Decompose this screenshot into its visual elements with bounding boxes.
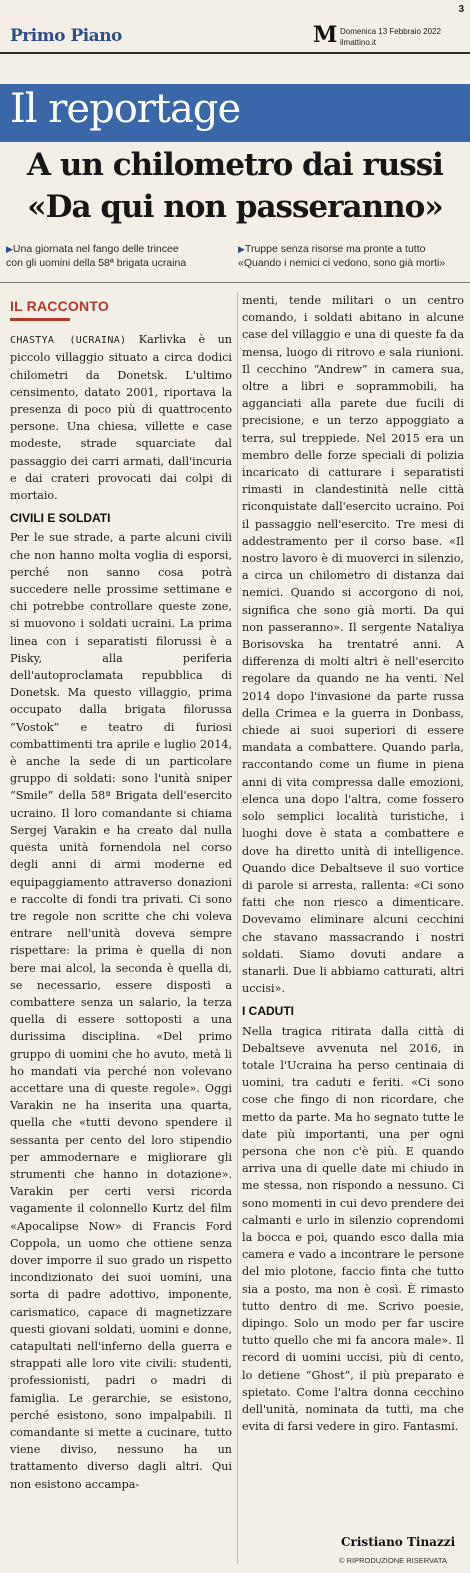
subhead-civili: CIVILI E SOLDATI [10,511,111,526]
section-name: Primo Piano [10,26,122,46]
issue-date: Domenica 13 Febbraio 2022 [340,27,441,36]
copyright-notice: © RIPRODUZIONE RISERVATA [339,1556,447,1565]
page-number: 3 [458,4,464,15]
banner-title: Il reportage [10,86,241,132]
deck-left-line-2: con gli uomini della 58ª brigata ucraina [6,257,187,269]
left-body-paragraph: Per le sue strade, a parte alcuni civili che non hanno molta voglia di esporsi, perché non sanno cosa potrà succedere nelle prossime settimane e chi potrebbe controllare queste zone, si muovono i soldati ucraini. La prima linea con i separatisti filorussi è a Pisky, alla periferia dell'autoproclamata repubblica di Donetsk. Ma questo villaggio, prima occupato dalla brigata filorussa “Vostok” e teatro di furiosi combattimenti tra aprile e luglio 2014, è anche la sede di un particolare gruppo di soldati: sono l'unità sniper “Smile” della 58ª Brigata dell'esercito ucraino. Il loro comandante si chiama Sergej Varakin e ha creato dal nulla questa unità fornendola nel corso degli anni di armi moderne ed equipaggiamento attraverso donazioni e raccolte di fondi tra privati. Ci sono tre regole non scritte che chi voleva entrare nell'unità doveva sempre rispettare: la prima è quella di non bere mai alcol, la seconda è quella di, se necessario, essere disposti a combattere senza un salario, la terza quella di essere sottoposti a una durissima disciplina. «Del primo gruppo di uomini che ho avuto, metà li ho mandati via perché non volevano accettare una di queste regole». Oggi Varakin ne ha inserita una quarta, quella che «tutti devono spendere il sessanta per cento del loro stipendio per ammodernare e migliorare gli strumenti che hanno in dotazione». Varakin per certi versi ricorda vagamente il colonnello Kurtz del film «Apocalipse Now» di Francis Ford Coppola, un uomo che ottiene senza dover imporre il suo grado un rispetto incondizionato dei suoi uomini, una sorta di padre adottivo, imponente, carismatico, capace di magnetizzare questi giovani soldati, uomini e donne, catapultati nell'inferno della guerra e strappati alle loro vite civili: studenti, professionisti, padri o madri di famiglia. Le gerarchie, se esistono, perché esistono, sono impalpabili. Il comandante si mette a cucinare, tutto viene diviso, nessuno ha un trattamento diverso dagli altri. Qui non esistono accampa- [10,531,232,1491]
section-banner [0,84,470,142]
subhead-caduti: I CADUTI [242,1004,294,1019]
deck-right-line-1: Truppe senza risorse ma pronte a tutto [244,243,426,255]
article-right-column [242,292,464,1435]
byline: Cristiano Tinazzi [341,1535,456,1549]
triangle-bullet-icon: ▶ [238,244,245,254]
intro-text: Karlivka è un piccolo villaggio situato a circa dodici chilometri da Donetsk. L'ultimo censimento, datato 2001, riportava la presenza di poco più di quattrocento persone. Una chiesa, villette e case modeste, strade squarciate dal passaggio dei carri armati, dall'incuria e dai crateri provocati dai colpi di mortaio. [10,333,233,503]
deck-left [6,242,234,270]
headline-line-2: «Da qui non passeranno» [27,189,443,225]
header-rule [0,52,470,54]
deck-right [238,242,466,270]
date-block [340,26,441,48]
kicker-underline [10,318,70,321]
article-kicker: IL RACCONTO [10,298,109,314]
deck-left-line-1: Una giornata nel fango delle trincee [12,243,179,255]
intro-paragraph [10,331,232,504]
right-body-paragraph: menti, tende militari o un centro comando, i soldati abitano in alcune case del villaggio e una di queste fa da mensa, luogo di ritrovo e sala riunioni. Il cecchino “Andrew” in camera sua, oltre a libri e soprammobili, ha agganciati alla parete due fucili di precisione, e un terzo appoggiato a terra, sul treppiede. Nel 2015 era un membro delle forze speciali di polizia incaricato di catturare i separatisti rimasti in clandestinità nelle città riconquistate dall'esercito ucraino. Poi il passaggio nell'esercito. Tre mesi di addestramento per il corso base. «Il nostro lavoro è di muoverci in silenzio, a circa un chilometro di distanza dai nemici. Quando si accorgono di noi, significa che sono già morti. Da qui non passeranno». Il sergente Nataliya Borisovska ha trentatré anni. A differenza di molti altri è nell'esercito regolare da quando ne ha venti. Nel 2014 dopo l'invasione da parte russa della Crimea e la guerra in Donbass, chiede ai suoi superiori di essere mandata a combattere. Quando parla, raccontando come un fiume in piena anni di vita compressa dalle emozioni, elenca una dopo l'altra, come fossero solo semplici località turistiche, i luoghi dove è stata a combattere e dove ha diretto unità di intelligence. Quando dice Debaltseve il suo vortice di parole si arresta, rallenta: «Ci sono fatti che non riesco a dimenticare. Dovevamo eliminare alcuni cecchini che stavano massacrando i nostri soldati. Siamo dovuti andare a stanarli. Due li abbiamo catturati, altri uccisi». [242,294,464,996]
newspaper-logo: M [313,22,338,48]
right-body-paragraph-2: Nella tragica ritirata dalla città di Debaltseve avvenuta nel 2016, in totale l'Ucraina ha perso centinaia di uomini, tra caduti e feriti. «Ci sono cose che fingo di non ricordare, che metto da parte. Ma ho segnato tutte le date più importanti, una per ogni persona che non c'è più. E quando arriva una di quelle date mi chiudo in me stessa, non rispondo a nessuno. Ci sono momenti in cui devo prendere dei calmanti e urlo in silenzio coprendomi la bocca e poi, quando esco dalla mia camera e vado a incontrare le persone del mio plotone, faccio finta che tutto sia a posto, ma non è così. È rimasto tutto dentro di me. Scrivo poesie, dipingo. Solo un modo per far uscire tutto quello che mi fa ancora male». Il record di uomini uccisi, più di cento, lo detiene “Ghost”, il più preparato e spietato. Come l'altra donna cecchino dell'unità, nominata da tutti, ma che evita di farsi vedere in giro. Fantasmi. [242,1024,464,1434]
website: ilmattino.it [340,38,377,47]
dateline: CHASTYA (UCRAINA) [10,335,127,347]
triangle-bullet-icon: ▶ [6,244,13,254]
deck-rule [0,282,470,283]
headline-line-1: A un chilometro dai russi [27,147,443,183]
column-divider [237,292,238,1564]
masthead [0,0,470,56]
deck-right-line-2: «Quando i nemici ci vedono, sono già morti» [238,257,446,269]
article-left-column [10,298,232,1493]
